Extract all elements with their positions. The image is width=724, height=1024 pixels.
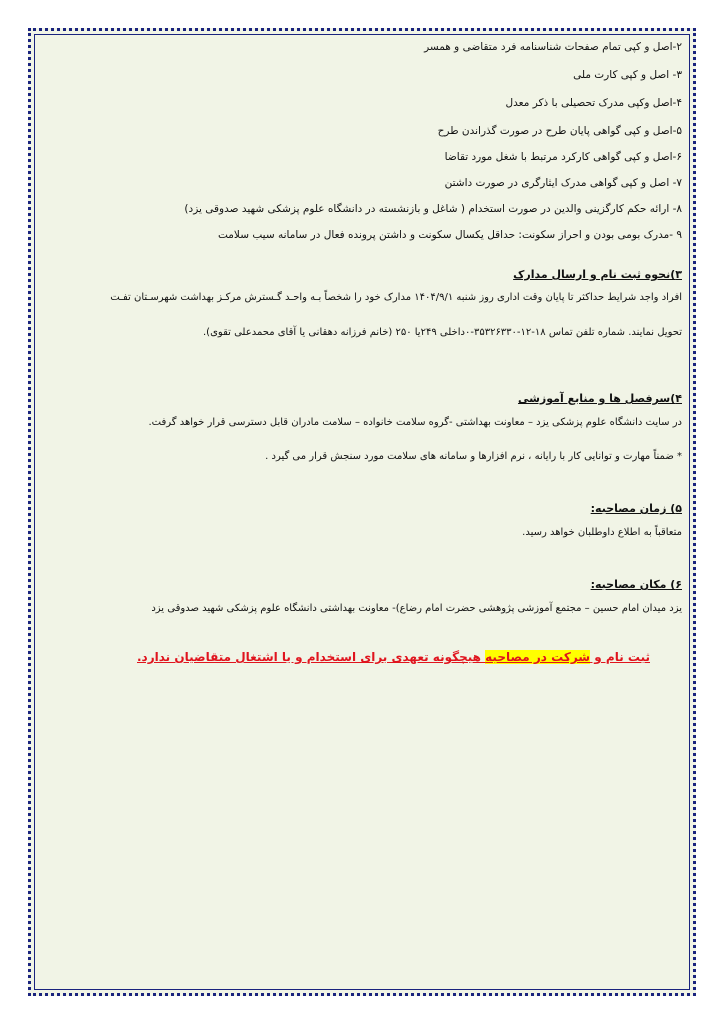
section-heading-interview-place: ۶) مکان مصاحبه: [590,578,682,591]
section-text: * ضمناً مهارت و توانایی کار با رایانه ، نرم افزارها و سامانه های سلامت مورد سنجش قرار می گیرد . [265,451,682,462]
requirement-item: ۹ -مدرک بومی بودن و احراز سکونت: حداقل یکسال سکونت و داشتن پرونده فعال در سامانه سیب سلامت [218,229,682,241]
section-heading-interview-time: ۵) زمان مصاحبه: [590,502,682,515]
section-heading-registration: ۳)نحوه ثبت نام و ارسال مدارک [513,268,682,281]
requirement-item: ۴-اصل وکپی مدرک تحصیلی با ذکر معدل [505,97,682,109]
section-text: تحویل نمایند. شماره تلفن تماس ۱۸-۱۲-۳۵۳۲۶۳۳۰-۰داخلی ۲۴۹یا ۲۵۰ (خانم فرزانه دهقانی یا آقای محمدعلی تقوی). [203,327,682,338]
requirement-item: ۷- اصل و کپی گواهی مدرک ایثارگری در صورت داشتن [444,177,682,189]
requirement-item: ۸- ارائه حکم کارگزینی والدین در صورت استخدام ( شاغل و بازنشسته در دانشگاه علوم پزشکی شهید صدوقی یزد) [184,203,682,215]
requirement-item: ۳- اصل و کپی کارت ملی [573,69,682,81]
notice-text: هیچگونه تعهدی برای استخدام و یا اشتغال متقاضیان ندارد. [137,650,486,664]
section-text: یزد میدان امام حسین – مجتمع آموزشی پژوهشی حضرت امام رضاع)- معاونت بهداشتی دانشگاه علوم پزشکی شهید صدوقی یزد [151,603,682,614]
requirement-item: ۶-اصل و کپی گواهی کارکرد مرتبط با شغل مورد تقاضا [444,151,682,163]
requirement-item: ۵-اصل و کپی گواهی پایان طرح در صورت گذراندن طرح [437,125,682,137]
section-text: متعاقباً به اطلاع داوطلبان خواهد رسید. [522,527,682,538]
section-text: افراد واجد شرایط حداکثر تا پایان وقت اداری روز شنبه ۱۴۰۴/۹/۱ مدارک خود را شخصاً بـه واحـد گـسترش مرکـز بهداشت شهرسـتان تفـت [110,292,682,303]
requirement-item: ۲-اصل و کپی تمام صفحات شناسنامه فرد متقاضی و همسر [424,41,682,53]
notice-highlight: شرکت در مصاحبه [485,650,591,664]
section-heading-resources: ۴)سرفصل ها و منابع آموزشی [517,392,682,405]
notice-text: ثبت نام و [590,650,650,664]
disclaimer-notice [137,650,650,664]
section-text: در سایت دانشگاه علوم پزشکی یزد – معاونت بهداشتی -گروه سلامت خانواده – سلامت مادران قابل دسترسی قرار خواهد گرفت. [148,417,682,428]
